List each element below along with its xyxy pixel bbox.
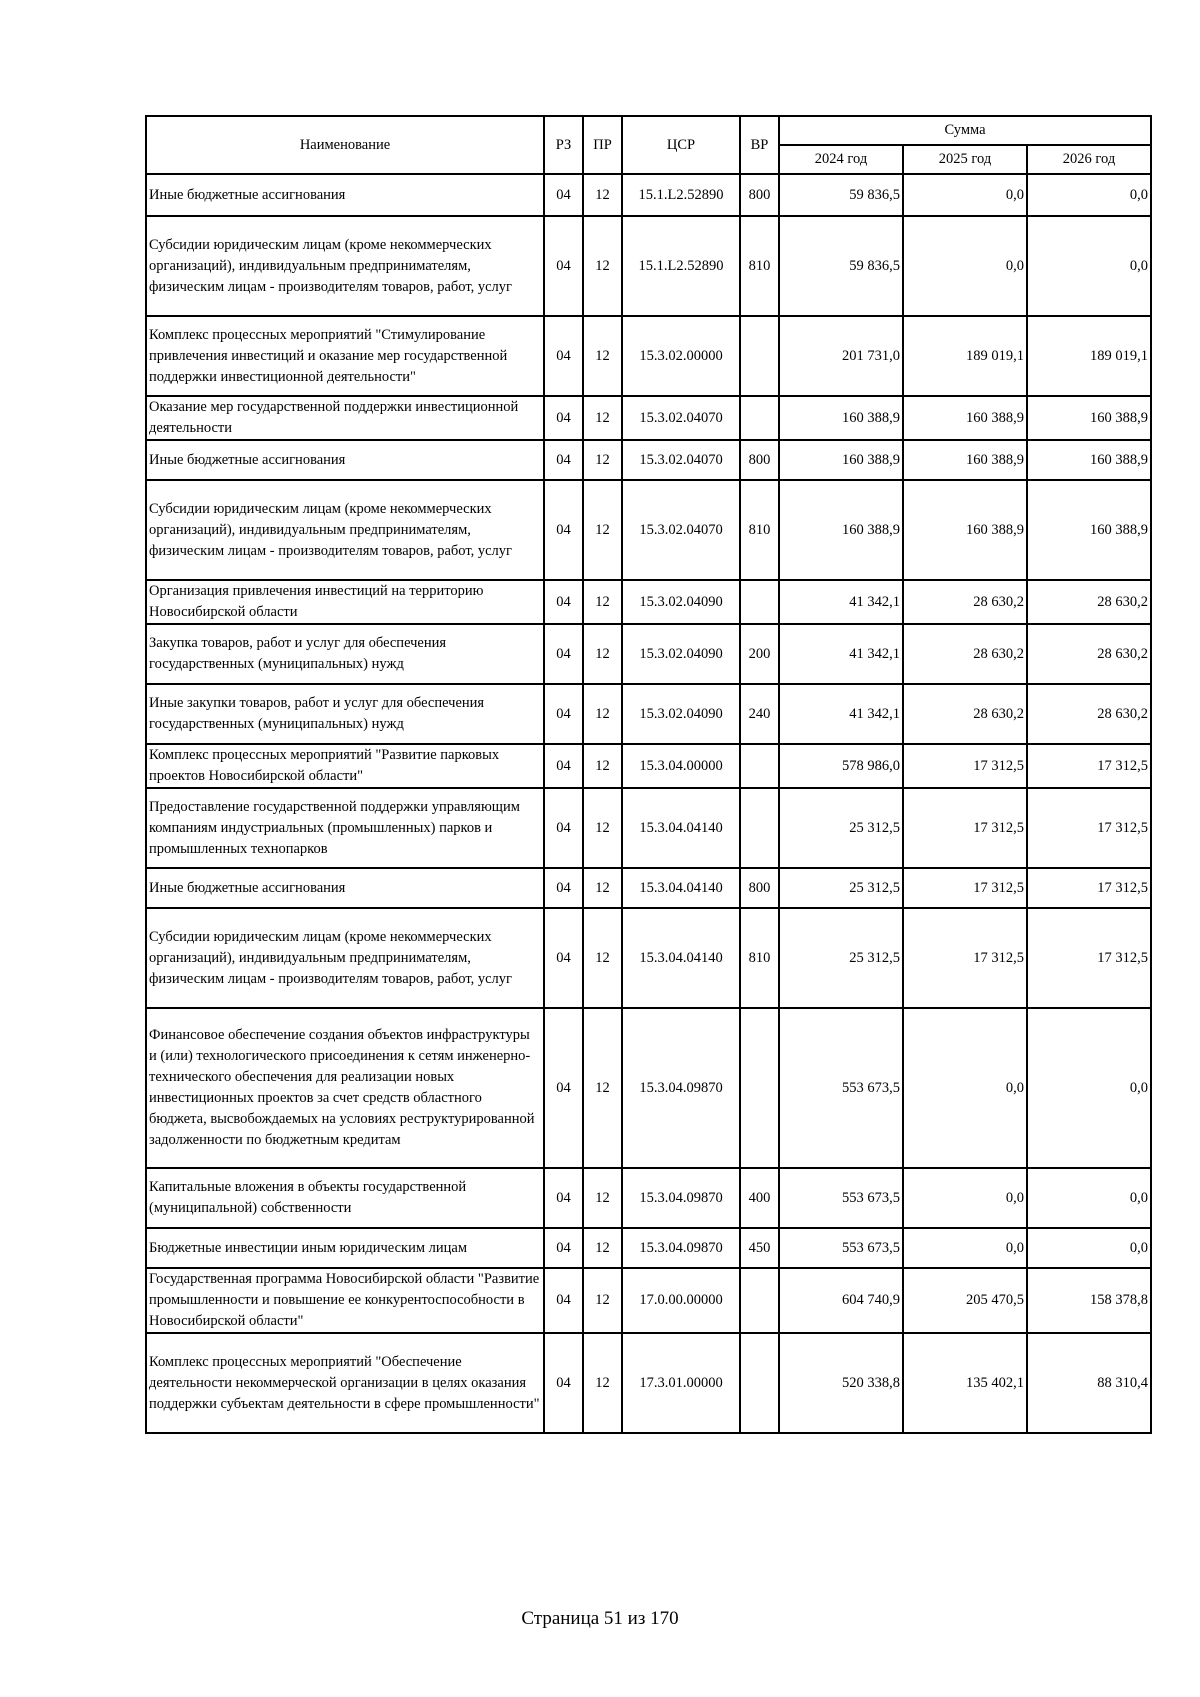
table-row [146,580,1151,624]
table-row [146,744,1151,788]
cell-csr: 15.1.L2.52890 [622,174,740,216]
page-number: Страница 51 из 170 [521,1608,679,1629]
cell-vr [740,788,779,868]
cell-pr: 12 [583,1333,622,1433]
cell-2024: 59 836,5 [779,174,903,216]
cell-pr: 12 [583,908,622,1008]
cell-pr: 12 [583,788,622,868]
cell-2024: 160 388,9 [779,480,903,580]
cell-rz: 04 [544,1168,583,1228]
cell-2025: 28 630,2 [903,684,1027,744]
cell-name: Иные закупки товаров, работ и услуг для обеспечения государственных (муниципальных) нужд [146,684,544,744]
cell-name: Комплекс процессных мероприятий "Стимулирование привлечения инвестиций и оказание мер государственной поддержки инвестиционной деятельности" [146,316,544,396]
cell-2024: 41 342,1 [779,580,903,624]
cell-2024: 160 388,9 [779,440,903,480]
table-row [146,624,1151,684]
cell-2025: 0,0 [903,1008,1027,1168]
cell-2025: 17 312,5 [903,788,1027,868]
header-year-2026: 2026 год [1027,145,1151,174]
cell-2024: 160 388,9 [779,396,903,440]
cell-2026: 28 630,2 [1027,580,1151,624]
cell-vr [740,744,779,788]
table-row [146,440,1151,480]
cell-rz: 04 [544,1228,583,1268]
cell-2024: 553 673,5 [779,1228,903,1268]
cell-pr: 12 [583,174,622,216]
cell-vr [740,396,779,440]
cell-rz: 04 [544,684,583,744]
header-year-2025: 2025 год [903,145,1027,174]
cell-2026: 160 388,9 [1027,440,1151,480]
cell-2024: 553 673,5 [779,1168,903,1228]
cell-rz: 04 [544,480,583,580]
table-body [146,174,1151,1433]
cell-2024: 41 342,1 [779,624,903,684]
cell-csr: 17.0.00.00000 [622,1268,740,1333]
cell-2025: 17 312,5 [903,908,1027,1008]
cell-csr: 15.3.02.04090 [622,684,740,744]
cell-vr: 800 [740,174,779,216]
cell-pr: 12 [583,684,622,744]
cell-2026: 17 312,5 [1027,908,1151,1008]
cell-2026: 17 312,5 [1027,744,1151,788]
cell-rz: 04 [544,908,583,1008]
table-header [146,116,1151,174]
cell-pr: 12 [583,580,622,624]
cell-2025: 17 312,5 [903,744,1027,788]
cell-rz: 04 [544,440,583,480]
table-row [146,480,1151,580]
table-row [146,174,1151,216]
cell-rz: 04 [544,1268,583,1333]
cell-rz: 04 [544,788,583,868]
cell-pr: 12 [583,624,622,684]
cell-vr: 200 [740,624,779,684]
cell-2024: 25 312,5 [779,868,903,908]
cell-2025: 160 388,9 [903,396,1027,440]
cell-rz: 04 [544,174,583,216]
header-vr: ВР [740,116,779,174]
cell-vr: 810 [740,216,779,316]
cell-2026: 0,0 [1027,216,1151,316]
cell-csr: 15.3.02.04070 [622,480,740,580]
cell-rz: 04 [544,868,583,908]
cell-2026: 160 388,9 [1027,480,1151,580]
cell-2025: 0,0 [903,1228,1027,1268]
cell-2025: 160 388,9 [903,480,1027,580]
cell-csr: 15.3.02.04070 [622,440,740,480]
cell-name: Закупка товаров, работ и услуг для обеспечения государственных (муниципальных) нужд [146,624,544,684]
cell-pr: 12 [583,744,622,788]
cell-2025: 28 630,2 [903,624,1027,684]
cell-vr: 240 [740,684,779,744]
header-name: Наименование [146,116,544,174]
cell-2026: 17 312,5 [1027,788,1151,868]
cell-name: Предоставление государственной поддержки управляющим компаниям индустриальных (промышленных) парков и промышленных технопарков [146,788,544,868]
cell-2024: 25 312,5 [779,788,903,868]
cell-pr: 12 [583,396,622,440]
cell-name: Финансовое обеспечение создания объектов инфраструктуры и (или) технологического присоединения к сетям инженерно-технического обеспечения для реализации новых инвестиционных проектов за счет средств областного бюджета, высвобождаемых на условиях реструктурированной задолженности по бюджетным кредитам [146,1008,544,1168]
cell-2024: 41 342,1 [779,684,903,744]
cell-name: Государственная программа Новосибирской области "Развитие промышленности и повышение ее конкурентоспособности в Новосибирской области" [146,1268,544,1333]
cell-2026: 88 310,4 [1027,1333,1151,1433]
cell-vr: 450 [740,1228,779,1268]
cell-2025: 0,0 [903,216,1027,316]
header-sum: Сумма [779,116,1151,145]
cell-name: Субсидии юридическим лицам (кроме некоммерческих организаций), индивидуальным предпринимателям, физическим лицам - производителям товаров, работ, услуг [146,480,544,580]
table-row [146,684,1151,744]
cell-csr: 15.3.04.00000 [622,744,740,788]
cell-pr: 12 [583,868,622,908]
cell-rz: 04 [544,396,583,440]
cell-csr: 15.3.02.04090 [622,580,740,624]
cell-2025: 135 402,1 [903,1333,1027,1433]
cell-vr [740,580,779,624]
cell-2024: 201 731,0 [779,316,903,396]
cell-2025: 28 630,2 [903,580,1027,624]
cell-name: Комплекс процессных мероприятий "Обеспечение деятельности некоммерческой организации в целях оказания поддержки субъектам деятельности в сфере промышленности" [146,1333,544,1433]
cell-name: Иные бюджетные ассигнования [146,868,544,908]
cell-rz: 04 [544,624,583,684]
cell-name: Субсидии юридическим лицам (кроме некоммерческих организаций), индивидуальным предпринимателям, физическим лицам - производителям товаров, работ, услуг [146,216,544,316]
cell-2024: 25 312,5 [779,908,903,1008]
cell-csr: 15.3.04.04140 [622,788,740,868]
cell-2025: 160 388,9 [903,440,1027,480]
cell-name: Бюджетные инвестиции иным юридическим лицам [146,1228,544,1268]
cell-pr: 12 [583,480,622,580]
cell-2024: 578 986,0 [779,744,903,788]
cell-2024: 553 673,5 [779,1008,903,1168]
cell-2026: 17 312,5 [1027,868,1151,908]
cell-csr: 15.3.04.09870 [622,1008,740,1168]
cell-rz: 04 [544,744,583,788]
cell-2026: 0,0 [1027,1228,1151,1268]
cell-2025: 0,0 [903,174,1027,216]
cell-pr: 12 [583,1228,622,1268]
cell-2026: 0,0 [1027,174,1151,216]
cell-rz: 04 [544,1008,583,1168]
cell-rz: 04 [544,216,583,316]
cell-vr [740,316,779,396]
cell-2026: 160 388,9 [1027,396,1151,440]
cell-name: Капитальные вложения в объекты государственной (муниципальной) собственности [146,1168,544,1228]
cell-name: Субсидии юридическим лицам (кроме некоммерческих организаций), индивидуальным предпринимателям, физическим лицам - производителям товаров, работ, услуг [146,908,544,1008]
cell-2025: 205 470,5 [903,1268,1027,1333]
cell-2025: 189 019,1 [903,316,1027,396]
cell-csr: 15.3.04.04140 [622,908,740,1008]
cell-vr [740,1333,779,1433]
cell-vr [740,1268,779,1333]
cell-csr: 15.3.02.00000 [622,316,740,396]
cell-pr: 12 [583,440,622,480]
cell-pr: 12 [583,216,622,316]
header-rz: РЗ [544,116,583,174]
header-csr: ЦСР [622,116,740,174]
table-row [146,788,1151,868]
cell-name: Иные бюджетные ассигнования [146,174,544,216]
cell-2024: 604 740,9 [779,1268,903,1333]
cell-name: Организация привлечения инвестиций на территорию Новосибирской области [146,580,544,624]
cell-csr: 15.3.04.09870 [622,1228,740,1268]
table-row [146,1268,1151,1333]
budget-table [145,115,1152,1434]
cell-vr [740,1008,779,1168]
table-row [146,1228,1151,1268]
cell-csr: 15.3.02.04070 [622,396,740,440]
cell-csr: 15.3.02.04090 [622,624,740,684]
cell-rz: 04 [544,580,583,624]
cell-pr: 12 [583,1168,622,1228]
cell-pr: 12 [583,316,622,396]
cell-vr: 810 [740,908,779,1008]
cell-vr: 800 [740,440,779,480]
table-row [146,1333,1151,1433]
cell-vr: 810 [740,480,779,580]
cell-name: Иные бюджетные ассигнования [146,440,544,480]
cell-2024: 520 338,8 [779,1333,903,1433]
cell-pr: 12 [583,1268,622,1333]
cell-2025: 17 312,5 [903,868,1027,908]
table-row [146,908,1151,1008]
cell-rz: 04 [544,316,583,396]
cell-csr: 15.3.04.09870 [622,1168,740,1228]
cell-csr: 17.3.01.00000 [622,1333,740,1433]
cell-csr: 15.1.L2.52890 [622,216,740,316]
cell-2026: 0,0 [1027,1168,1151,1228]
cell-name: Комплекс процессных мероприятий "Развитие парковых проектов Новосибирской области" [146,744,544,788]
header-year-2024: 2024 год [779,145,903,174]
table-row [146,316,1151,396]
cell-2026: 28 630,2 [1027,684,1151,744]
cell-2024: 59 836,5 [779,216,903,316]
cell-2026: 28 630,2 [1027,624,1151,684]
cell-rz: 04 [544,1333,583,1433]
cell-vr: 400 [740,1168,779,1228]
cell-vr: 800 [740,868,779,908]
cell-2025: 0,0 [903,1168,1027,1228]
table-row [146,216,1151,316]
table-row [146,1168,1151,1228]
table-row [146,396,1151,440]
table-row [146,868,1151,908]
header-pr: ПР [583,116,622,174]
cell-csr: 15.3.04.04140 [622,868,740,908]
table-row [146,1008,1151,1168]
cell-pr: 12 [583,1008,622,1168]
cell-2026: 0,0 [1027,1008,1151,1168]
cell-2026: 158 378,8 [1027,1268,1151,1333]
cell-name: Оказание мер государственной поддержки инвестиционной деятельности [146,396,544,440]
cell-2026: 189 019,1 [1027,316,1151,396]
